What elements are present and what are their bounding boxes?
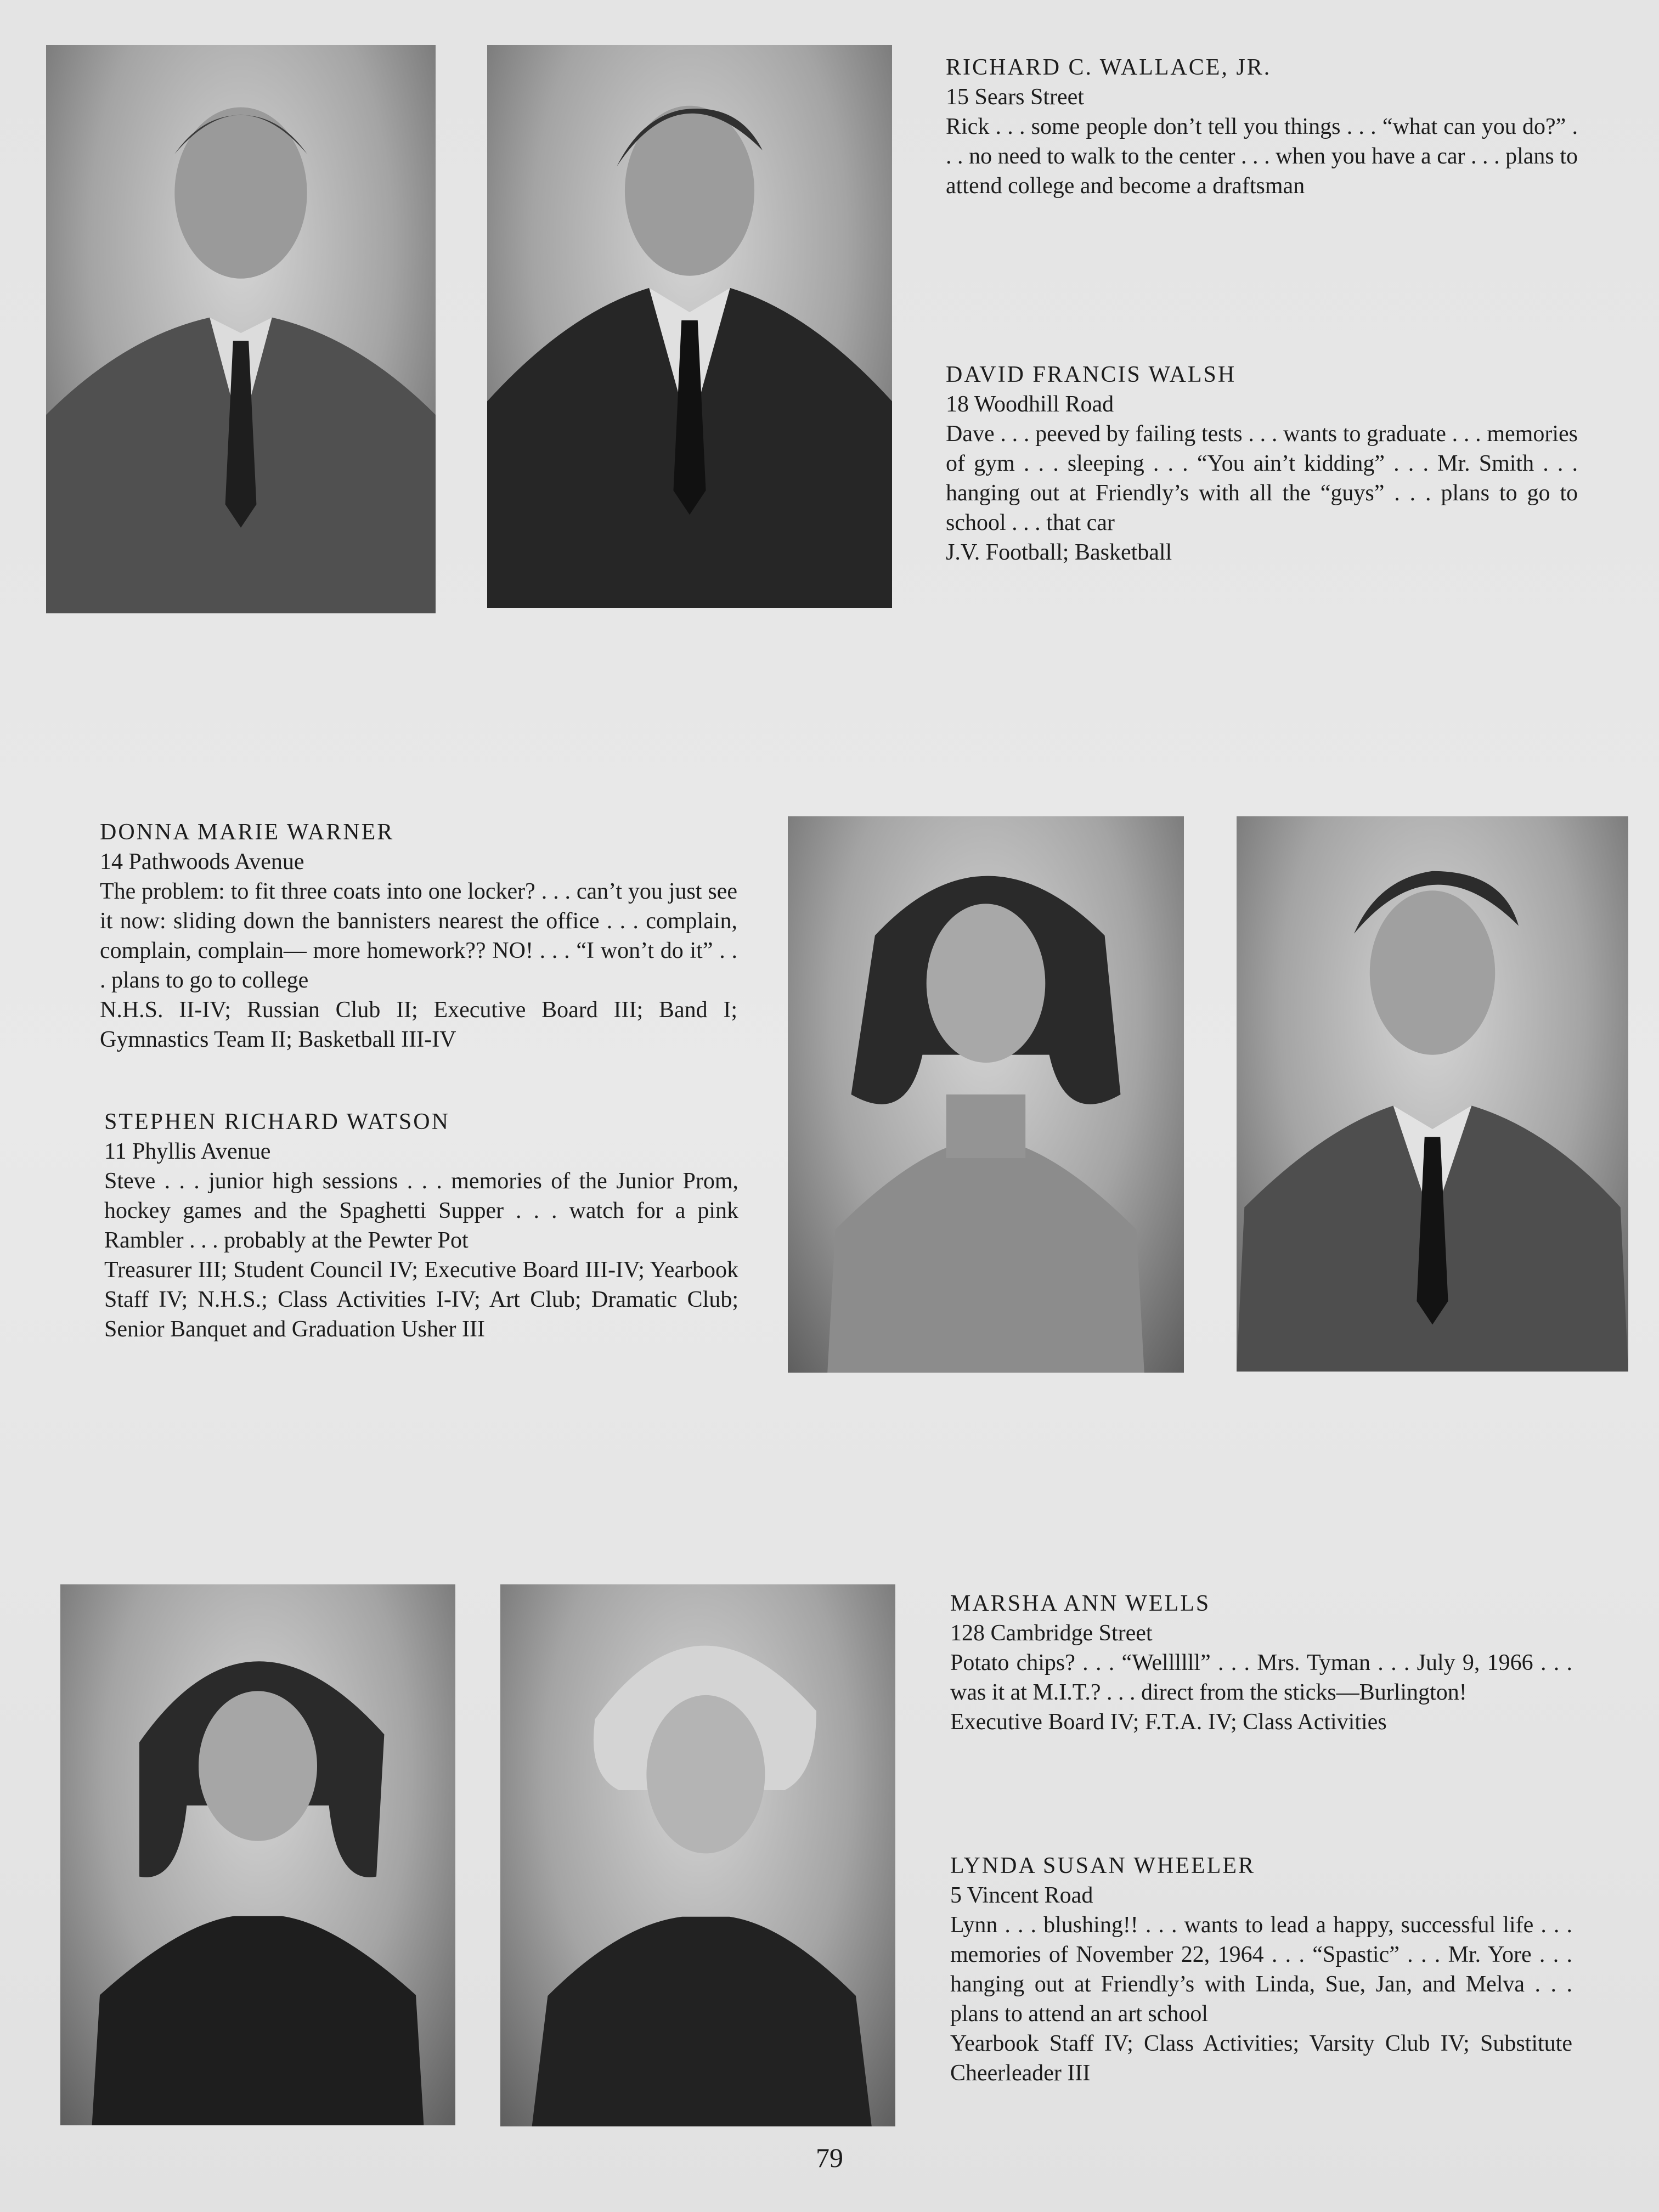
entry-donna-warner (100, 817, 737, 1054)
student-name: LYNDA SUSAN WHEELER (950, 1853, 1256, 1878)
student-bio: Steve . . . junior high sessions . . . memories of the Junior Prom, hockey games and the Spaghetti Supper . . . watch for a pink Rambler . . . probably at the Pewter Pot (104, 1169, 738, 1253)
student-activities: J.V. Football; Basketball (946, 540, 1172, 565)
student-name: DAVID FRANCIS WALSH (946, 362, 1237, 387)
student-activities: N.H.S. II-IV; Russian Club II; Executive Board III; Band I; Gymnastics Team II; Basketball III-IV (100, 997, 737, 1052)
entry-lynda-wheeler (950, 1851, 1572, 2088)
student-name: DONNA MARIE WARNER (100, 820, 394, 845)
student-address: 5 Vincent Road (950, 1883, 1093, 1908)
student-address: 14 Pathwoods Avenue (100, 849, 304, 874)
entry-david-walsh (946, 360, 1578, 567)
portrait-photo-richard-wallace (46, 45, 436, 613)
portrait-photo-marsha-wells (60, 1584, 455, 2125)
portrait-photo-lynda-wheeler (500, 1584, 895, 2126)
student-activities: Yearbook Staff IV; Class Activities; Varsity Club IV; Substitute Cheerleader III (950, 2031, 1572, 2086)
student-bio: The problem: to fit three coats into one locker? . . . can’t you just see it now: sliding down the bannisters nearest the office . . . complain, complain, complain— more homework?? NO! . . . “I won’t do it” . . . plans to go to college (100, 879, 737, 993)
student-address: 128 Cambridge Street (950, 1621, 1153, 1646)
student-bio: Lynn . . . blushing!! . . . wants to lead a happy, successful life . . . memories of November 22, 1964 . . . “Spastic” . . . Mr. Yore . . . hanging out at Friendly’s with Linda, Sue, Jan, and Melva . . . plans to attend an art school (950, 1912, 1572, 2027)
student-name: RICHARD C. WALLACE, JR. (946, 55, 1272, 80)
student-bio: Dave . . . peeved by failing tests . . . wants to graduate . . . memories of gym . . . sleeping . . . “You ain’t kidding” . . . Mr. Smith . . . hanging out at Friendly’s with all the “guys” . . . plans to go to school . . . that car (946, 421, 1578, 535)
page-number: 79 (816, 2142, 843, 2173)
portrait-photo-stephen-watson (1237, 816, 1628, 1372)
entry-stephen-watson (104, 1107, 738, 1344)
student-address: 11 Phyllis Avenue (104, 1139, 271, 1164)
entry-marsha-wells (950, 1589, 1572, 1737)
student-bio: Potato chips? . . . “Wellllll” . . . Mrs. Tyman . . . July 9, 1966 . . . was it at M.I.T.? . . . direct from the sticks—Burlington! (950, 1650, 1572, 1705)
student-activities: Executive Board IV; F.T.A. IV; Class Activities (950, 1709, 1387, 1735)
portrait-photo-david-walsh (487, 45, 892, 608)
student-name: MARSHA ANN WELLS (950, 1591, 1211, 1616)
entry-richard-wallace (946, 53, 1578, 201)
student-bio: Rick . . . some people don’t tell you things . . . “what can you do?” . . . no need to walk to the center . . . when you have a car . . . plans to attend college and become a draftsman (946, 114, 1578, 199)
student-address: 18 Woodhill Road (946, 392, 1114, 417)
student-name: STEPHEN RICHARD WATSON (104, 1109, 450, 1135)
student-activities: Treasurer III; Student Council IV; Executive Board III-IV; Yearbook Staff IV; N.H.S.; Class Activities I-IV; Art Club; Dramatic Club; Senior Banquet and Graduation Usher III (104, 1257, 738, 1342)
portrait-photo-donna-warner (788, 816, 1184, 1373)
student-address: 15 Sears Street (946, 84, 1084, 110)
